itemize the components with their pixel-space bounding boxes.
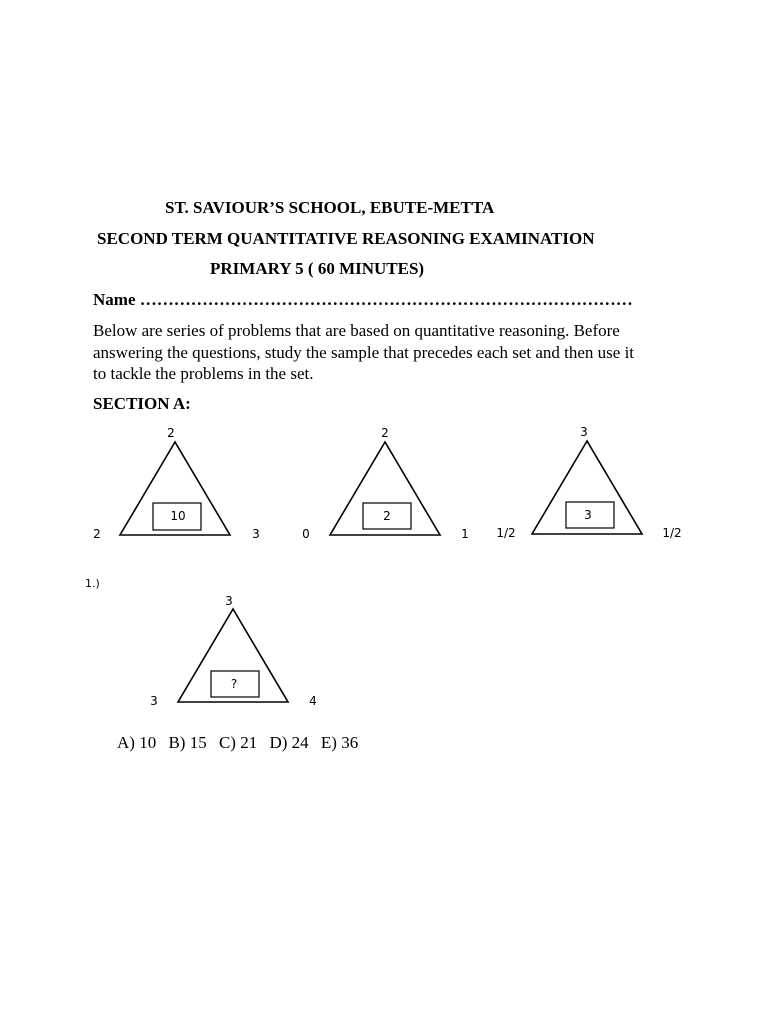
top-number: 3 <box>225 594 233 608</box>
instruction-line: Below are series of problems that are based on quantitative reasoning. Before <box>93 321 620 340</box>
right-number: 1/2 <box>662 526 682 540</box>
left-number: 1/2 <box>496 526 516 540</box>
option-a: A) 10 <box>117 733 157 752</box>
center-number: 3 <box>584 508 592 522</box>
option-b: B) 15 <box>168 733 207 752</box>
center-number: 2 <box>383 509 391 523</box>
right-number: 1 <box>461 527 469 541</box>
top-number: 2 <box>381 426 389 440</box>
unknown-value: ? <box>230 677 238 691</box>
question-triangle-1 <box>150 594 317 708</box>
name-label: Name <box>93 290 136 309</box>
question-number: 1.) <box>85 577 100 590</box>
option-c: C) 21 <box>218 733 258 752</box>
exam-title: SECOND TERM QUANTITATIVE REASONING EXAMINATION <box>97 229 595 248</box>
option-e: E) 36 <box>320 733 359 752</box>
left-number: 3 <box>150 694 158 708</box>
right-number: 3 <box>252 527 260 541</box>
option-d: D) 24 <box>269 733 309 752</box>
section-title: SECTION A: <box>93 394 191 413</box>
name-dots: …………………………………………………………………………… <box>139 290 633 309</box>
center-number: 10 <box>170 509 186 523</box>
instruction-line: to tackle the problems in the set. <box>93 364 314 383</box>
sample-triangle-1 <box>93 426 260 541</box>
left-number: 2 <box>93 527 101 541</box>
sample-triangle-3 <box>496 425 681 540</box>
school-name: ST. SAVIOUR’S SCHOOL, EBUTE-METTA <box>165 198 495 217</box>
right-number: 4 <box>309 694 317 708</box>
instruction-line: answering the questions, study the sample that precedes each set and then use it <box>93 342 635 362</box>
class-duration: PRIMARY 5 ( 60 MINUTES) <box>210 259 425 278</box>
left-number: 0 <box>302 527 310 541</box>
top-number: 3 <box>580 425 588 439</box>
top-number: 2 <box>167 426 175 440</box>
answer-options <box>117 733 366 753</box>
sample-triangle-2 <box>302 426 469 541</box>
